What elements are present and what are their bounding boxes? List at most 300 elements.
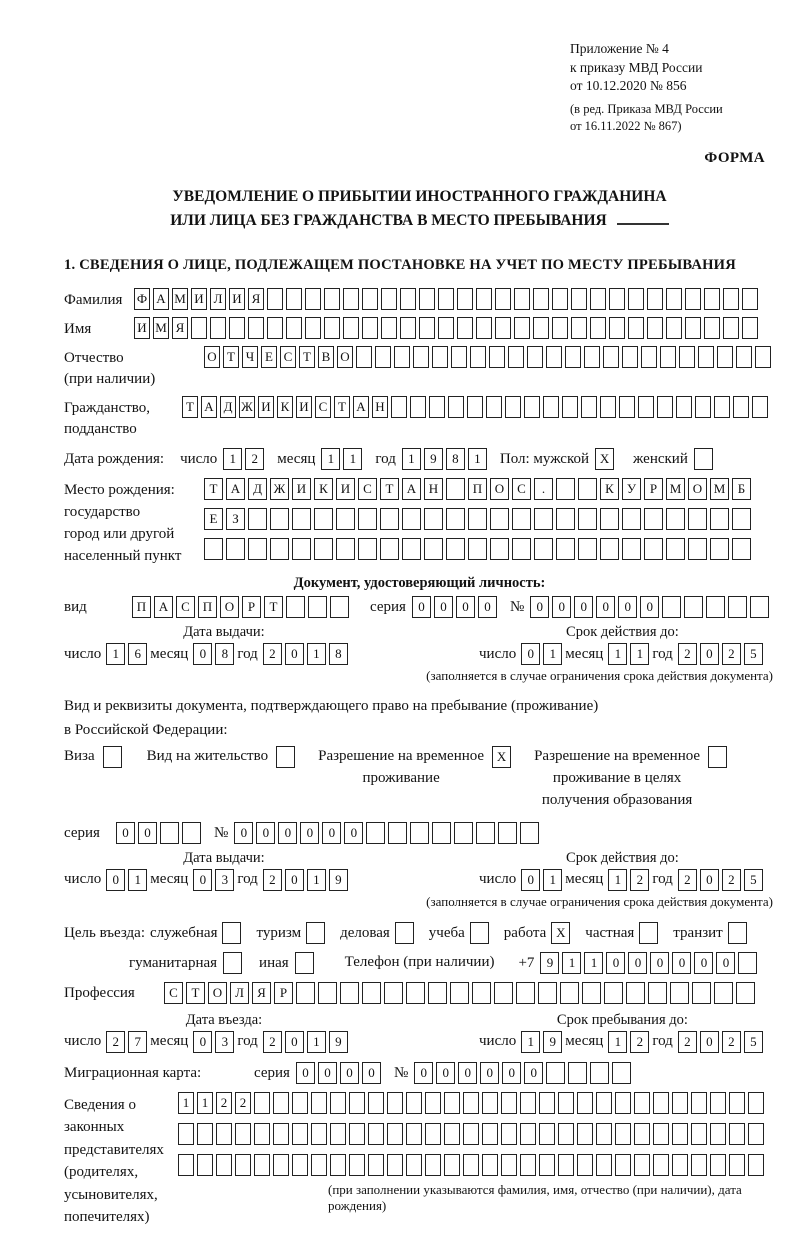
char-cell[interactable]	[622, 346, 638, 368]
char-cell[interactable]: С	[358, 478, 377, 500]
char-cell[interactable]: 0	[138, 822, 157, 844]
char-cell[interactable]	[330, 596, 349, 618]
char-cell[interactable]	[308, 596, 327, 618]
char-cell[interactable]: Р	[644, 478, 663, 500]
char-cell[interactable]	[406, 1123, 422, 1145]
char-cell[interactable]	[672, 1092, 688, 1114]
char-cell[interactable]: 0	[436, 1062, 455, 1084]
char-cell[interactable]: 0	[700, 1031, 719, 1053]
char-cell[interactable]	[562, 396, 578, 418]
char-cell[interactable]	[738, 952, 757, 974]
char-cell[interactable]	[533, 288, 549, 310]
char-cell[interactable]	[748, 1123, 764, 1145]
char-cell[interactable]	[406, 1092, 422, 1114]
char-cell[interactable]: М	[172, 288, 188, 310]
char-cell[interactable]	[552, 317, 568, 339]
char-cell[interactable]: Ж	[239, 396, 255, 418]
char-cell[interactable]	[311, 1123, 327, 1145]
char-cell[interactable]: Д	[220, 396, 236, 418]
char-cell[interactable]	[634, 1154, 650, 1176]
char-cell[interactable]	[388, 822, 407, 844]
char-cell[interactable]	[748, 1154, 764, 1176]
char-cell[interactable]	[292, 508, 311, 530]
char-cell[interactable]	[486, 396, 502, 418]
char-cell[interactable]	[732, 508, 751, 530]
char-cell[interactable]	[495, 317, 511, 339]
char-cell[interactable]	[432, 346, 448, 368]
char-cell[interactable]	[419, 288, 435, 310]
char-cell[interactable]	[349, 1092, 365, 1114]
char-cell[interactable]: 9	[543, 1031, 562, 1053]
char-cell[interactable]: 0	[458, 1062, 477, 1084]
char-cell[interactable]: 0	[296, 1062, 315, 1084]
char-cell[interactable]	[590, 288, 606, 310]
char-cell[interactable]: Р	[274, 982, 293, 1004]
char-cell[interactable]	[387, 1123, 403, 1145]
char-cell[interactable]	[254, 1092, 270, 1114]
char-cell[interactable]	[362, 288, 378, 310]
char-cell[interactable]: 2	[263, 869, 282, 891]
char-cell[interactable]	[710, 538, 729, 560]
char-cell[interactable]	[691, 1123, 707, 1145]
char-cell[interactable]	[552, 288, 568, 310]
char-cell[interactable]	[424, 538, 443, 560]
char-cell[interactable]: 1	[223, 448, 242, 470]
char-cell[interactable]	[710, 1092, 726, 1114]
char-cell[interactable]: О	[490, 478, 509, 500]
char-cell[interactable]: 0	[502, 1062, 521, 1084]
char-cell[interactable]: 0	[530, 596, 549, 618]
char-cell[interactable]: А	[154, 596, 173, 618]
char-cell[interactable]	[490, 538, 509, 560]
char-cell[interactable]: Е	[261, 346, 277, 368]
char-cell[interactable]: Ж	[270, 478, 289, 500]
char-cell[interactable]	[641, 346, 657, 368]
char-cell[interactable]: А	[402, 478, 421, 500]
char-cell[interactable]	[539, 1154, 555, 1176]
char-cell[interactable]	[476, 288, 492, 310]
char-cell[interactable]	[381, 317, 397, 339]
char-cell[interactable]	[723, 288, 739, 310]
char-cell[interactable]	[267, 288, 283, 310]
char-cell[interactable]	[538, 982, 557, 1004]
char-cell[interactable]: Ч	[242, 346, 258, 368]
char-cell[interactable]	[653, 1092, 669, 1114]
char-cell[interactable]: К	[277, 396, 293, 418]
char-cell[interactable]	[362, 317, 378, 339]
char-cell[interactable]	[380, 538, 399, 560]
char-cell[interactable]	[402, 538, 421, 560]
char-cell[interactable]: О	[337, 346, 353, 368]
char-cell[interactable]	[340, 982, 359, 1004]
char-cell[interactable]: Т	[380, 478, 399, 500]
char-cell[interactable]	[457, 317, 473, 339]
char-cell[interactable]	[653, 1123, 669, 1145]
char-cell[interactable]	[454, 822, 473, 844]
char-cell[interactable]	[717, 346, 733, 368]
char-cell[interactable]: 0	[456, 596, 475, 618]
char-cell[interactable]	[556, 478, 575, 500]
char-cell[interactable]	[498, 822, 517, 844]
char-cell[interactable]	[292, 1154, 308, 1176]
char-cell[interactable]	[381, 288, 397, 310]
char-cell[interactable]	[425, 1154, 441, 1176]
char-cell[interactable]	[330, 1154, 346, 1176]
char-cell[interactable]	[270, 538, 289, 560]
char-cell[interactable]	[358, 538, 377, 560]
char-cell[interactable]	[729, 1154, 745, 1176]
char-cell[interactable]: 3	[215, 1031, 234, 1053]
char-cell[interactable]	[375, 346, 391, 368]
char-cell[interactable]	[748, 1092, 764, 1114]
char-cell[interactable]	[160, 822, 179, 844]
char-cell[interactable]	[446, 478, 465, 500]
char-cell[interactable]: 2	[722, 869, 741, 891]
char-cell[interactable]	[296, 982, 315, 1004]
char-cell[interactable]: Я	[248, 288, 264, 310]
char-cell[interactable]: 0	[524, 1062, 543, 1084]
char-cell[interactable]	[444, 1154, 460, 1176]
char-cell[interactable]: 1	[543, 643, 562, 665]
char-cell[interactable]	[714, 396, 730, 418]
char-cell[interactable]	[577, 1092, 593, 1114]
char-cell[interactable]: X	[492, 746, 511, 768]
char-cell[interactable]: С	[176, 596, 195, 618]
char-cell[interactable]: 0	[521, 643, 540, 665]
char-cell[interactable]	[543, 396, 559, 418]
char-cell[interactable]	[467, 396, 483, 418]
char-cell[interactable]: 1	[584, 952, 603, 974]
char-cell[interactable]	[676, 396, 692, 418]
char-cell[interactable]	[470, 346, 486, 368]
char-cell[interactable]	[311, 1154, 327, 1176]
char-cell[interactable]	[578, 538, 597, 560]
char-cell[interactable]	[691, 1154, 707, 1176]
char-cell[interactable]	[380, 508, 399, 530]
char-cell[interactable]	[666, 508, 685, 530]
char-cell[interactable]: 0	[414, 1062, 433, 1084]
char-cell[interactable]: 7	[128, 1031, 147, 1053]
char-cell[interactable]: 2	[630, 1031, 649, 1053]
char-cell[interactable]	[305, 317, 321, 339]
char-cell[interactable]	[336, 538, 355, 560]
char-cell[interactable]	[706, 596, 725, 618]
char-cell[interactable]	[273, 1092, 289, 1114]
char-cell[interactable]: 0	[434, 596, 453, 618]
char-cell[interactable]: 0	[116, 822, 135, 844]
char-cell[interactable]	[254, 1123, 270, 1145]
char-cell[interactable]: О	[204, 346, 220, 368]
char-cell[interactable]	[292, 1123, 308, 1145]
char-cell[interactable]	[468, 538, 487, 560]
char-cell[interactable]	[432, 822, 451, 844]
char-cell[interactable]	[349, 1123, 365, 1145]
char-cell[interactable]: 0	[285, 643, 304, 665]
char-cell[interactable]	[103, 746, 122, 768]
char-cell[interactable]	[450, 982, 469, 1004]
char-cell[interactable]	[622, 538, 641, 560]
char-cell[interactable]	[182, 822, 201, 844]
char-cell[interactable]: 8	[329, 643, 348, 665]
char-cell[interactable]: Е	[204, 508, 223, 530]
char-cell[interactable]: С	[512, 478, 531, 500]
char-cell[interactable]: 5	[744, 643, 763, 665]
char-cell[interactable]	[512, 508, 531, 530]
char-cell[interactable]	[191, 317, 207, 339]
char-cell[interactable]	[324, 288, 340, 310]
char-cell[interactable]	[609, 317, 625, 339]
char-cell[interactable]: 2	[678, 1031, 697, 1053]
char-cell[interactable]: 2	[106, 1031, 125, 1053]
char-cell[interactable]: Я	[252, 982, 271, 1004]
char-cell[interactable]: 0	[300, 822, 319, 844]
char-cell[interactable]	[710, 1154, 726, 1176]
char-cell[interactable]: 2	[235, 1092, 251, 1114]
char-cell[interactable]: 2	[263, 1031, 282, 1053]
char-cell[interactable]	[295, 952, 314, 974]
char-cell[interactable]	[600, 396, 616, 418]
char-cell[interactable]	[178, 1154, 194, 1176]
char-cell[interactable]: А	[353, 396, 369, 418]
char-cell[interactable]	[648, 982, 667, 1004]
char-cell[interactable]: И	[336, 478, 355, 500]
char-cell[interactable]	[482, 1123, 498, 1145]
char-cell[interactable]	[710, 1123, 726, 1145]
char-cell[interactable]	[476, 822, 495, 844]
char-cell[interactable]: 2	[263, 643, 282, 665]
char-cell[interactable]	[691, 1092, 707, 1114]
char-cell[interactable]	[638, 396, 654, 418]
char-cell[interactable]	[556, 508, 575, 530]
char-cell[interactable]	[634, 1092, 650, 1114]
char-cell[interactable]	[216, 1123, 232, 1145]
char-cell[interactable]: М	[710, 478, 729, 500]
char-cell[interactable]: А	[201, 396, 217, 418]
char-cell[interactable]: 0	[596, 596, 615, 618]
char-cell[interactable]	[571, 317, 587, 339]
char-cell[interactable]	[489, 346, 505, 368]
char-cell[interactable]: 2	[678, 869, 697, 891]
char-cell[interactable]: 5	[744, 1031, 763, 1053]
char-cell[interactable]	[292, 1092, 308, 1114]
char-cell[interactable]	[223, 952, 242, 974]
char-cell[interactable]	[362, 982, 381, 1004]
char-cell[interactable]: П	[132, 596, 151, 618]
char-cell[interactable]: 0	[478, 596, 497, 618]
char-cell[interactable]	[556, 538, 575, 560]
char-cell[interactable]: Р	[242, 596, 261, 618]
char-cell[interactable]: И	[229, 288, 245, 310]
char-cell[interactable]	[577, 1154, 593, 1176]
char-cell[interactable]	[619, 396, 635, 418]
char-cell[interactable]	[704, 288, 720, 310]
char-cell[interactable]: Л	[210, 288, 226, 310]
char-cell[interactable]: У	[622, 478, 641, 500]
char-cell[interactable]	[419, 317, 435, 339]
char-cell[interactable]	[204, 538, 223, 560]
char-cell[interactable]	[609, 288, 625, 310]
char-cell[interactable]	[692, 982, 711, 1004]
char-cell[interactable]	[596, 1092, 612, 1114]
char-cell[interactable]: 9	[329, 869, 348, 891]
char-cell[interactable]: 1	[608, 643, 627, 665]
char-cell[interactable]	[520, 1123, 536, 1145]
char-cell[interactable]: 0	[716, 952, 735, 974]
char-cell[interactable]: П	[198, 596, 217, 618]
char-cell[interactable]	[728, 922, 747, 944]
char-cell[interactable]: 0	[521, 869, 540, 891]
char-cell[interactable]: 0	[256, 822, 275, 844]
char-cell[interactable]	[565, 346, 581, 368]
char-cell[interactable]	[368, 1154, 384, 1176]
char-cell[interactable]	[273, 1123, 289, 1145]
char-cell[interactable]	[647, 317, 663, 339]
char-cell[interactable]: 0	[574, 596, 593, 618]
char-cell[interactable]	[273, 1154, 289, 1176]
char-cell[interactable]	[546, 1062, 565, 1084]
char-cell[interactable]	[267, 317, 283, 339]
char-cell[interactable]: 0	[285, 869, 304, 891]
char-cell[interactable]	[400, 288, 416, 310]
char-cell[interactable]: 3	[215, 869, 234, 891]
char-cell[interactable]: К	[314, 478, 333, 500]
char-cell[interactable]: 0	[618, 596, 637, 618]
char-cell[interactable]	[539, 1123, 555, 1145]
char-cell[interactable]	[276, 746, 295, 768]
char-cell[interactable]: 1	[630, 643, 649, 665]
char-cell[interactable]	[463, 1092, 479, 1114]
char-cell[interactable]	[546, 346, 562, 368]
char-cell[interactable]	[343, 288, 359, 310]
char-cell[interactable]: 0	[193, 1031, 212, 1053]
char-cell[interactable]	[615, 1123, 631, 1145]
char-cell[interactable]	[216, 1154, 232, 1176]
char-cell[interactable]	[520, 822, 539, 844]
char-cell[interactable]	[596, 1123, 612, 1145]
char-cell[interactable]	[520, 1154, 536, 1176]
char-cell[interactable]	[438, 317, 454, 339]
char-cell[interactable]	[596, 1154, 612, 1176]
char-cell[interactable]	[387, 1092, 403, 1114]
char-cell[interactable]	[736, 982, 755, 1004]
char-cell[interactable]: Т	[334, 396, 350, 418]
char-cell[interactable]	[590, 317, 606, 339]
char-cell[interactable]	[560, 982, 579, 1004]
char-cell[interactable]: Н	[372, 396, 388, 418]
char-cell[interactable]	[672, 1154, 688, 1176]
char-cell[interactable]	[615, 1154, 631, 1176]
char-cell[interactable]	[558, 1092, 574, 1114]
char-cell[interactable]	[330, 1123, 346, 1145]
char-cell[interactable]	[490, 508, 509, 530]
char-cell[interactable]	[729, 1092, 745, 1114]
char-cell[interactable]	[752, 396, 768, 418]
char-cell[interactable]	[343, 317, 359, 339]
char-cell[interactable]	[368, 1123, 384, 1145]
char-cell[interactable]	[470, 922, 489, 944]
char-cell[interactable]: О	[688, 478, 707, 500]
char-cell[interactable]: 0	[628, 952, 647, 974]
char-cell[interactable]: 0	[340, 1062, 359, 1084]
char-cell[interactable]: М	[666, 478, 685, 500]
char-cell[interactable]: X	[595, 448, 614, 470]
char-cell[interactable]	[463, 1123, 479, 1145]
char-cell[interactable]: Я	[172, 317, 188, 339]
char-cell[interactable]	[578, 478, 597, 500]
char-cell[interactable]: 1	[468, 448, 487, 470]
char-cell[interactable]	[429, 396, 445, 418]
char-cell[interactable]	[512, 538, 531, 560]
char-cell[interactable]: Л	[230, 982, 249, 1004]
char-cell[interactable]	[710, 508, 729, 530]
char-cell[interactable]: 6	[128, 643, 147, 665]
char-cell[interactable]: Т	[182, 396, 198, 418]
char-cell[interactable]	[666, 538, 685, 560]
char-cell[interactable]: 0	[480, 1062, 499, 1084]
char-cell[interactable]	[402, 508, 421, 530]
char-cell[interactable]: 0	[412, 596, 431, 618]
char-cell[interactable]	[438, 288, 454, 310]
char-cell[interactable]	[539, 1092, 555, 1114]
char-cell[interactable]	[476, 317, 492, 339]
char-cell[interactable]	[622, 508, 641, 530]
char-cell[interactable]	[222, 922, 241, 944]
char-cell[interactable]	[482, 1154, 498, 1176]
char-cell[interactable]: 0	[344, 822, 363, 844]
char-cell[interactable]: 0	[694, 952, 713, 974]
char-cell[interactable]: Ф	[134, 288, 150, 310]
char-cell[interactable]	[590, 1062, 609, 1084]
char-cell[interactable]	[685, 317, 701, 339]
char-cell[interactable]	[366, 822, 385, 844]
char-cell[interactable]	[197, 1123, 213, 1145]
char-cell[interactable]	[644, 538, 663, 560]
char-cell[interactable]	[750, 596, 769, 618]
char-cell[interactable]	[742, 288, 758, 310]
char-cell[interactable]	[248, 508, 267, 530]
char-cell[interactable]	[679, 346, 695, 368]
char-cell[interactable]: В	[318, 346, 334, 368]
char-cell[interactable]	[235, 1154, 251, 1176]
char-cell[interactable]	[628, 317, 644, 339]
char-cell[interactable]: А	[153, 288, 169, 310]
char-cell[interactable]: 0	[106, 869, 125, 891]
char-cell[interactable]: 0	[700, 643, 719, 665]
char-cell[interactable]	[508, 346, 524, 368]
char-cell[interactable]: 1	[307, 643, 326, 665]
char-cell[interactable]: 2	[630, 869, 649, 891]
char-cell[interactable]: С	[280, 346, 296, 368]
char-cell[interactable]: 0	[318, 1062, 337, 1084]
char-cell[interactable]: О	[220, 596, 239, 618]
char-cell[interactable]	[446, 538, 465, 560]
char-cell[interactable]	[494, 982, 513, 1004]
char-cell[interactable]	[524, 396, 540, 418]
char-cell[interactable]: И	[292, 478, 311, 500]
char-cell[interactable]	[628, 288, 644, 310]
char-cell[interactable]	[662, 596, 681, 618]
char-cell[interactable]	[615, 1092, 631, 1114]
char-cell[interactable]	[387, 1154, 403, 1176]
char-cell[interactable]	[444, 1092, 460, 1114]
char-cell[interactable]	[670, 982, 689, 1004]
char-cell[interactable]	[197, 1154, 213, 1176]
char-cell[interactable]	[444, 1123, 460, 1145]
char-cell[interactable]: С	[315, 396, 331, 418]
char-cell[interactable]	[666, 317, 682, 339]
char-cell[interactable]	[603, 346, 619, 368]
char-cell[interactable]	[463, 1154, 479, 1176]
